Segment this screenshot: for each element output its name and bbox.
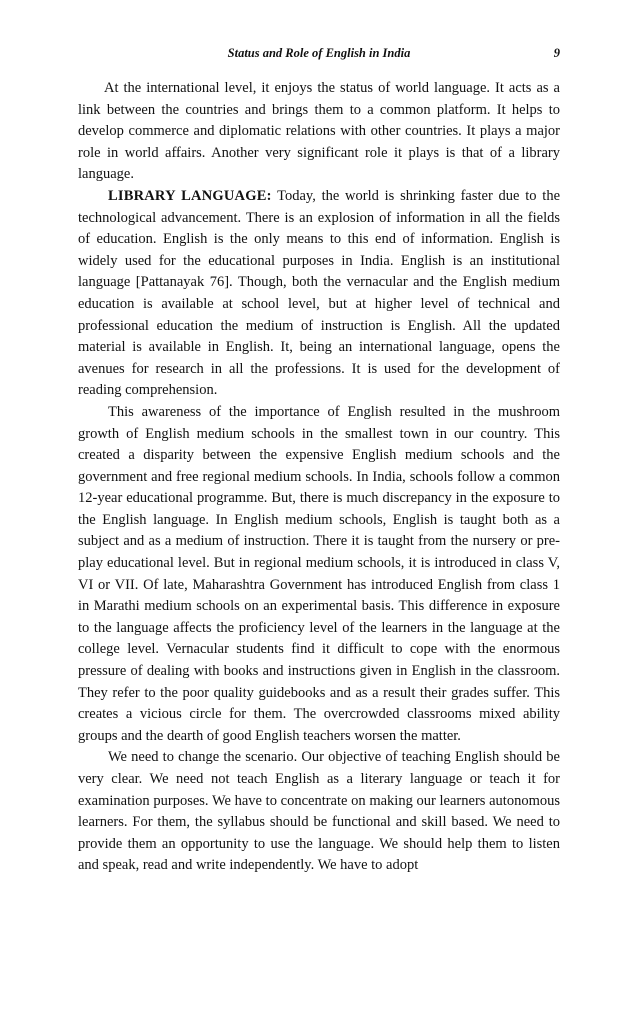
- body-text: [78, 78, 560, 877]
- paragraph-international-level: At the international level, it enjoys the status of world language. It acts as a link between the countries and brings them to a common platform. It helps to develop commerce and diplomatic relations with other countries. It plays a major role in world affairs. Another very significant role it plays is that of a library language.: [78, 80, 560, 183]
- paragraph-library-language-text: Today, the world is shrinking faster due to the technological advancement. There is an explosion of information in all the fields of education. English is the only means to this end of information. English is widely used for the educational purposes in India. English is an institutional language [Pattanayak 76]. Though, both the vernacular and the English medium education is available at school level, but at higher level of technical and professional education the medium of instruction is English. All the updated material is available in English. It, being an international language, opens the avenues for research in all the professions. It is used for the development of reading comprehension.: [78, 187, 561, 399]
- paragraph-awareness: This awareness of the importance of English resulted in the mushroom growth of English medium schools in the smallest town in our country. This created a disparity between the expensive English medium schools and the government and free regional medium schools. In India, schools follow a common 12-year educational programme. But, there is much discrepancy in the exposure to the English language. In English medium schools, English is taught both as a subject and as a medium of instruction. There it is taught from the nursery or pre-play educational level. But in regional medium schools, it is introduced in class V, VI or VII. Of late, Maharashtra Government has introduced English from class 1 in Marathi medium schools on an experimental basis. This difference in exposure to the language affects the proficiency level of the learners in the language at the college level. Vernacular students find it difficult to cope with the enormous pressure of dealing with books and instructions given in English in the classroom. They refer to the poor quality guidebooks and as a result their grades suffer. This creates a vicious circle for them. The overcrowded classrooms mixed ability groups and the dearth of good English teachers worsen the matter.: [78, 403, 560, 744]
- paragraph-library-language: [78, 186, 560, 402]
- page-number: 9: [553, 46, 560, 60]
- run-in-heading: LIBRARY LANGUAGE:: [108, 187, 272, 204]
- running-title: Status and Role of English in India: [227, 46, 411, 60]
- running-header: [78, 46, 560, 64]
- paragraph-change-scenario: We need to change the scenario. Our objective of teaching English should be very clear. We need not teach English as a literary language or teach it for examination purposes. We have to concentrate on making our learners autonomous learners. For them, the syllabus should be functional and skill based. We need to provide them an opportunity to use the language. We should help them to listen and speak, read and write independently. We have to adopt: [78, 749, 560, 874]
